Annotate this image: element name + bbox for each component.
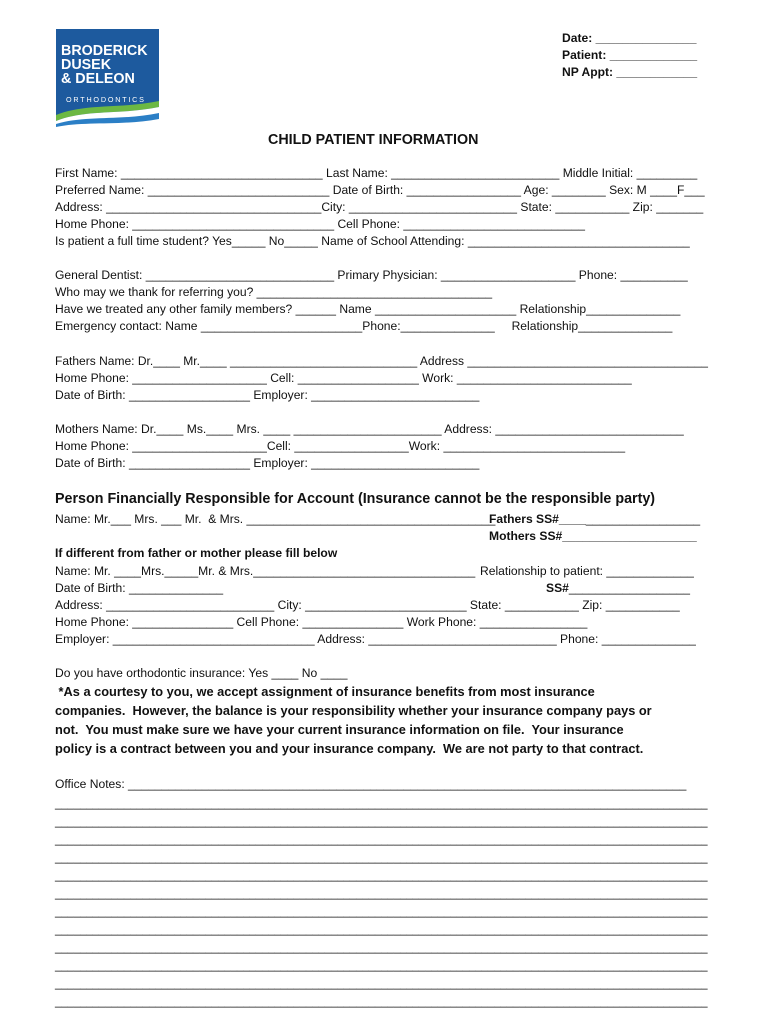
logo-line1: BRODERICK (61, 43, 148, 59)
father-dob-line[interactable]: Date of Birth: __________________ Employer: _________________________ (55, 388, 480, 402)
patient-student-line[interactable]: Is patient a full time student? Yes_____ No_____ Name of School Attending: _________________________________ (55, 234, 690, 248)
mothers-ss-field[interactable]: Mothers SS#____________________ (489, 529, 697, 543)
date-field[interactable]: Date: _______________ (562, 31, 697, 45)
alt-address-line[interactable]: Address: _________________________ City: ________________________ State: ___________ Zip: ___________ (55, 598, 680, 612)
logo-line2: DUSEK (61, 57, 112, 73)
alt-ss-field[interactable] (546, 581, 690, 596)
alt-employer-line[interactable]: Employer: ______________________________ Address: ____________________________ Phone: ______________ (55, 632, 696, 646)
alt-name-line[interactable]: Name: Mr. ____Mrs._____Mr. & Mrs._________________________________ (55, 564, 476, 578)
office-notes-line[interactable]: ________________________________________________________________________________________________________ (55, 940, 708, 954)
patient-address-line[interactable]: Address: ________________________________City: _________________________ State: ___________ Zip: _______ (55, 200, 704, 214)
family-treated-line[interactable]: Have we treated any other family members? ______ Name _____________________ Relationship______________ (55, 302, 681, 316)
office-notes-line[interactable]: ________________________________________________________________________________________________________ (55, 976, 708, 990)
dentist-line[interactable]: General Dentist: ____________________________ Primary Physician: ____________________ Phone: __________ (55, 268, 688, 282)
financial-heading: Person Financially Responsible for Account (Insurance cannot be the responsible party) (55, 491, 656, 507)
np-appt-field[interactable]: NP Appt: ____________ (562, 65, 698, 79)
office-notes-line[interactable]: ________________________________________________________________________________________________________ (55, 832, 708, 846)
office-notes-line[interactable]: ________________________________________________________________________________________________________ (55, 922, 708, 936)
patient-phone-line[interactable]: Home Phone: ______________________________ Cell Phone: ___________________________ (55, 217, 585, 231)
emergency-contact-line[interactable]: Emergency contact: Name ________________________Phone:______________ Relationship______________ (55, 319, 673, 333)
logo-tagline: ORTHODONTICS (66, 95, 146, 104)
patient-field[interactable]: Patient: _____________ (562, 48, 698, 62)
office-notes-label[interactable]: Office Notes: ___________________________________________________________________________________ (55, 777, 687, 791)
insurance-notice-3: not. You must make sure we have your current insurance information on file. Your insurance (55, 722, 624, 737)
mother-phone-line[interactable]: Home Phone: ____________________Cell: _________________Work: ___________________________ (55, 439, 626, 453)
fathers-ss-field[interactable] (489, 512, 700, 527)
father-phone-line[interactable]: Home Phone: ____________________ Cell: __________________ Work: __________________________ (55, 371, 632, 385)
insurance-notice-1: *As a courtesy to you, we accept assignment of insurance benefits from most insurance (55, 684, 595, 699)
alt-phone-line[interactable]: Home Phone: _______________ Cell Phone: _______________ Work Phone: ________________ (55, 615, 588, 629)
insurance-notice-2: companies. However, the balance is your responsibility whether your insurance company pays or (55, 703, 652, 718)
father-name-line[interactable]: Fathers Name: Dr.____ Mr.____ ____________________________ Address ____________________________________ (55, 354, 708, 368)
office-notes-line[interactable]: ________________________________________________________________________________________________________ (55, 958, 708, 972)
office-notes-line[interactable]: ________________________________________________________________________________________________________ (55, 850, 708, 864)
patient-name-line[interactable]: First Name: ______________________________ Last Name: _________________________ Middle Initial: _________ (55, 166, 698, 180)
office-notes-line[interactable]: ________________________________________________________________________________________________________ (55, 886, 708, 900)
practice-logo (56, 29, 159, 127)
office-notes-line[interactable]: ________________________________________________________________________________________________________ (55, 796, 708, 810)
mother-name-line[interactable]: Mothers Name: Dr.____ Ms.____ Mrs. ____ ______________________ Address: ____________________________ (55, 422, 684, 436)
if-different-note: If different from father or mother please fill below (55, 546, 338, 560)
alt-ss-label: SS# (546, 581, 569, 595)
financial-name-line[interactable]: Name: Mr.___ Mrs. ___ Mr. & Mrs. _____________________________________ (55, 512, 496, 526)
referral-line[interactable]: Who may we thank for referring you? ___________________________________ (55, 285, 493, 299)
alt-ss-line: __________________ (568, 581, 690, 595)
fathers-ss-line: _________________ (585, 512, 701, 526)
fathers-ss-label: Fathers SS#____ (489, 512, 586, 526)
office-notes-line[interactable]: ________________________________________________________________________________________________________ (55, 868, 708, 882)
page-title: CHILD PATIENT INFORMATION (268, 132, 479, 148)
patient-dob-line[interactable]: Preferred Name: ___________________________ Date of Birth: _________________ Age: ________ Sex: M ____F___ (55, 183, 705, 197)
office-notes-line[interactable]: ________________________________________________________________________________________________________ (55, 994, 708, 1008)
alt-dob-line[interactable]: Date of Birth: ______________ (55, 581, 224, 595)
insurance-notice-4: policy is a contract between you and your insurance company. We are not party to that contract. (55, 741, 644, 756)
logo-line3: & DELEON (61, 71, 135, 87)
alt-relationship-field[interactable]: Relationship to patient: _____________ (480, 564, 694, 578)
office-notes-line[interactable]: ________________________________________________________________________________________________________ (55, 904, 708, 918)
insurance-question[interactable]: Do you have orthodontic insurance: Yes ____ No ____ (55, 666, 348, 680)
office-notes-line[interactable]: ________________________________________________________________________________________________________ (55, 814, 708, 828)
mother-dob-line[interactable]: Date of Birth: __________________ Employer: _________________________ (55, 456, 480, 470)
